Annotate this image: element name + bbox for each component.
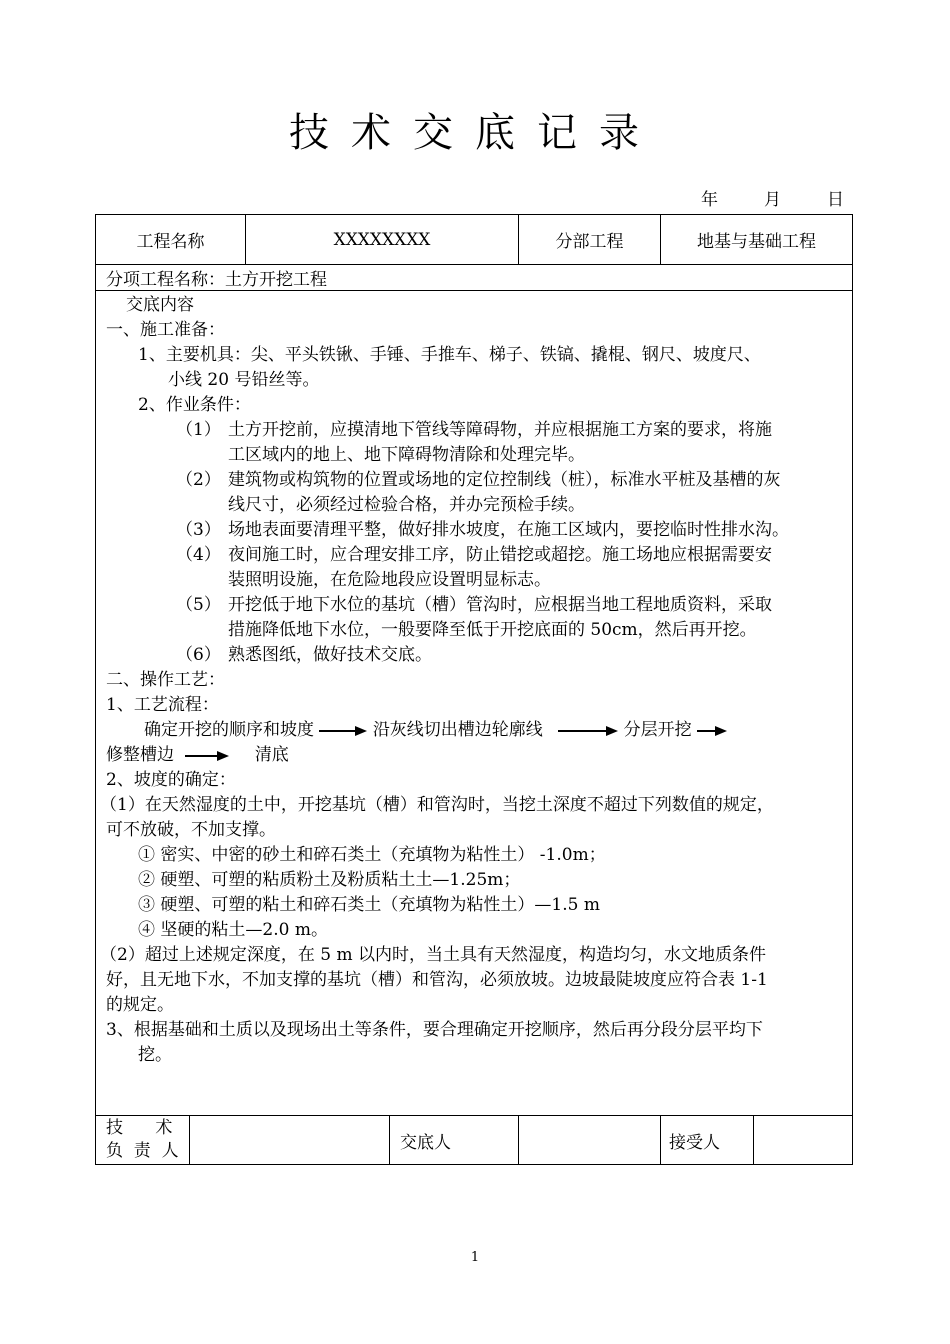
page-number: 1 xyxy=(470,1250,480,1265)
receiver-label: 接受人 xyxy=(661,1116,754,1164)
condition-1-text-b: 工区域内的地上、地下障碍物清除和处理完毕。 xyxy=(228,445,585,465)
receiver-cell xyxy=(661,1116,853,1165)
content-row xyxy=(96,291,853,1116)
receiver-signature[interactable] xyxy=(754,1116,852,1164)
subitem-name: 分项工程名称：土方开挖工程 xyxy=(96,265,853,291)
tech-lead-signature[interactable] xyxy=(190,1116,390,1165)
condition-5-number: （5） xyxy=(176,595,221,615)
condition-3-number: （3） xyxy=(176,520,221,540)
depth-item-2: ② 硬塑、可塑的粘质粉土及粉质粘土土—1.25m； xyxy=(138,870,521,890)
signature-row xyxy=(96,1116,853,1165)
condition-1-number: （1） xyxy=(176,420,221,440)
disclosure-table xyxy=(95,214,852,1165)
condition-3-text-a: 场地表面要清理平整，做好排水坡度，在施工区域内，要挖临时性排水沟。 xyxy=(228,520,789,540)
subitem-row xyxy=(96,265,853,291)
condition-6-number: （6） xyxy=(176,645,221,665)
condition-2-text-b: 线尺寸，必须经过检验合格，并办完预检手续。 xyxy=(228,495,585,515)
arrow-right-icon xyxy=(319,725,367,737)
sequence-rule-b: 挖。 xyxy=(138,1045,172,1065)
date-month: 月 xyxy=(764,190,781,210)
condition-2 xyxy=(106,468,844,493)
condition-3 xyxy=(106,518,844,543)
flow-step-1: 确定开挖的顺序和坡度 xyxy=(144,720,314,740)
condition-4-text-b: 装照明设施，在危险地段应设置明显标志。 xyxy=(228,570,551,590)
arrow-right-icon xyxy=(185,750,229,762)
section-2-heading: 二、操作工艺： xyxy=(106,670,225,690)
division-value: 地基与基础工程 xyxy=(661,215,853,265)
slope-rule-1-b: 可不放破，不加支撑。 xyxy=(106,820,276,840)
arrow-right-icon xyxy=(558,725,618,737)
tools-line-1: 1、主要机具：尖、平头铁锹、手锤、手推车、梯子、铁镐、撬棍、钢尺、坡度尺、 xyxy=(138,345,761,365)
condition-1-text-a: 土方开挖前，应摸清地下管线等障碍物，并应根据施工方案的要求，将施 xyxy=(228,420,772,440)
depth-item-4: ④ 坚硬的粘土—2.0 m。 xyxy=(138,920,328,940)
slope-rule-2-a: （2）超过上述规定深度，在 5 m 以内时，当土具有天然湿度，构造均匀，水文地质条件 xyxy=(100,945,766,965)
flow-step-5: 清底 xyxy=(254,745,289,765)
condition-5-text-b: 措施降低地下水位，一般要降至低于开挖底面的 50cm，然后再开挖。 xyxy=(228,620,757,640)
condition-1 xyxy=(106,418,844,443)
project-name-value: XXXXXXXX xyxy=(246,215,519,265)
division-label: 分部工程 xyxy=(519,215,661,265)
discloser-signature[interactable] xyxy=(519,1116,661,1165)
date-line xyxy=(701,188,844,212)
condition-6 xyxy=(106,643,844,668)
condition-5-text-a: 开挖低于地下水位的基坑（槽）管沟时，应根据当地工程地质资料，采取 xyxy=(228,595,772,615)
tools-line-2: 小线 20 号铅丝等。 xyxy=(168,370,320,390)
condition-5 xyxy=(106,593,844,618)
header-row xyxy=(96,215,853,265)
process-flow-line-1 xyxy=(106,718,844,743)
disclosure-content xyxy=(96,291,853,1116)
tech-lead-label xyxy=(96,1116,190,1165)
arrow-right-icon xyxy=(697,725,727,737)
depth-item-1: ① 密实、中密的砂土和碎石类土（充填物为粘性土） -1.0m； xyxy=(138,845,606,865)
slope-rule-1-a: （1）在天然湿度的土中，开挖基坑（槽）和管沟时，当挖土深度不超过下列数值的规定， xyxy=(100,795,774,815)
document-title: 技术交底记录 xyxy=(289,110,661,156)
project-name-label: 工程名称 xyxy=(96,215,246,265)
tech-lead-label-1: 技 术 xyxy=(106,1118,173,1138)
condition-4-text-a: 夜间施工时，应合理安排工序，防止错挖或超挖。施工场地应根据需要安 xyxy=(228,545,772,565)
tech-lead-label-2: 负 责 人 xyxy=(106,1141,179,1161)
depth-item-3: ③ 硬塑、可塑的粘土和碎石类土（充填物为粘性土）—1.5 m xyxy=(138,895,600,915)
section-1-heading: 一、施工准备： xyxy=(106,320,225,340)
slope-heading: 2、坡度的确定： xyxy=(106,770,236,790)
flow-step-2: 沿灰线切出槽边轮廓线 xyxy=(372,720,543,740)
condition-4-number: （4） xyxy=(176,545,221,565)
flow-step-4: 修整槽边 xyxy=(106,745,174,765)
content-heading: 交底内容 xyxy=(126,295,194,315)
process-flow-line-2 xyxy=(106,743,844,768)
sequence-rule-a: 3、根据基础和土质以及现场出土等条件，要合理确定开挖顺序，然后再分段分层平均下 xyxy=(106,1020,763,1040)
date-day: 日 xyxy=(827,190,844,210)
process-flow-heading: 1、工艺流程： xyxy=(106,695,219,715)
discloser-label: 交底人 xyxy=(390,1116,519,1165)
conditions-heading: 2、作业条件： xyxy=(138,395,251,415)
condition-6-text-a: 熟悉图纸，做好技术交底。 xyxy=(228,645,432,665)
slope-rule-2-c: 的规定。 xyxy=(106,995,174,1015)
flow-step-3: 分层开挖 xyxy=(623,720,692,740)
condition-4 xyxy=(106,543,844,568)
condition-2-number: （2） xyxy=(176,470,221,490)
date-year: 年 xyxy=(701,190,718,210)
slope-rule-2-b: 好，且无地下水，不加支撑的基坑（槽）和管沟，必须放坡。边坡最陡坡度应符合表 1-1 xyxy=(106,970,768,990)
condition-2-text-a: 建筑物或构筑物的位置或场地的定位控制线（桩），标准水平桩及基槽的灰 xyxy=(228,470,781,490)
